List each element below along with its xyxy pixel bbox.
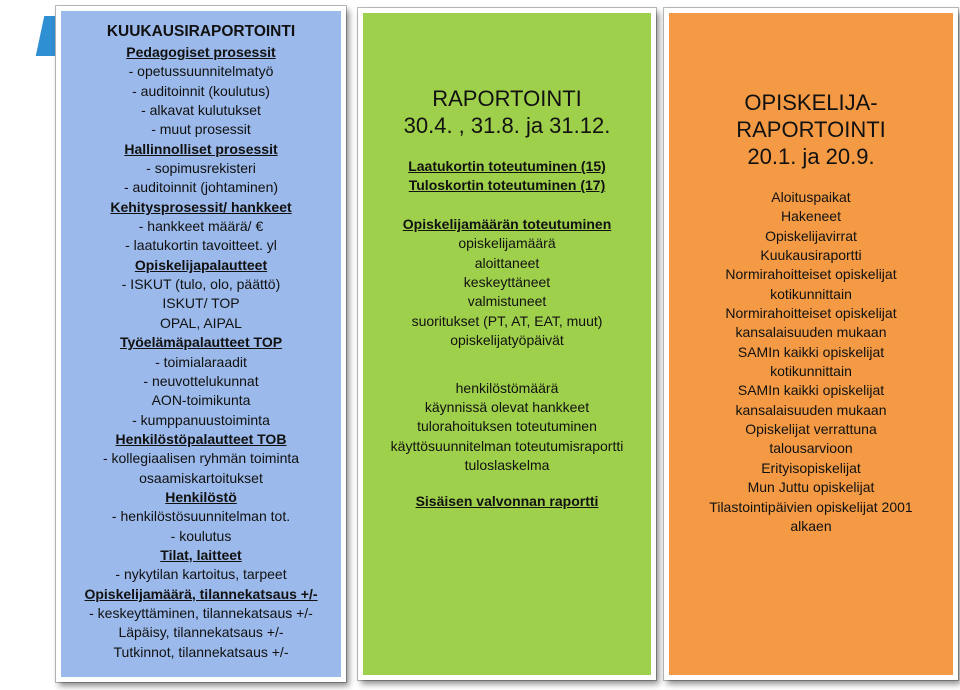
- list-item: Opiskelijat verrattuna: [745, 421, 877, 438]
- list-item: Normirahoitteiset opiskelijat: [725, 305, 897, 322]
- list-item: Aloituspaikat: [771, 189, 851, 205]
- list-item: Normirahoitteiset opiskelijat: [725, 266, 897, 283]
- finance-list: [363, 379, 651, 476]
- list-item: - henkilöstösuunnitelman tot.: [111, 508, 291, 525]
- reporting-dates: 30.4. , 31.8. ja 31.12.: [403, 113, 611, 138]
- list-item: Laatukortin toteutuminen (15): [408, 158, 606, 174]
- list-item: kotikunnittain: [770, 363, 852, 380]
- list-item: Erityisopiskelijat: [761, 459, 861, 476]
- list-item: Hakeneet: [781, 208, 841, 225]
- list-item: Tuloskortin toteutuminen (17): [408, 177, 606, 194]
- list-item: Opiskelijamäärän toteutuminen: [402, 215, 612, 232]
- list-item: - muut prosessit: [151, 121, 251, 138]
- list-item: - laatukortin tavoitteet. yl: [125, 237, 277, 254]
- list-item: Henkilöstö: [165, 488, 237, 505]
- monthly-reporting-panel: [56, 6, 346, 682]
- list-item: opiskelijatyöpäivät: [450, 332, 564, 349]
- list-item: - kumppanuustoiminta: [132, 411, 270, 428]
- list-item: valmistuneet: [467, 293, 547, 310]
- list-item: - keskeyttäminen, tilannekatsaus +/-: [89, 604, 313, 621]
- list-item: Työelämäpalautteet TOP: [119, 334, 283, 351]
- scorecard-list: [363, 157, 651, 196]
- list-item: SAMIn kaikki opiskelijat: [737, 382, 885, 399]
- list-item: Läpäisy, tilannekatsaus +/-: [118, 624, 284, 641]
- internal-control-report: Sisäisen valvonnan raportti: [415, 492, 599, 509]
- list-item: - auditoinnit (johtaminen): [123, 179, 279, 196]
- list-item: - toimialaraadit: [155, 353, 247, 370]
- list-item: kotikunnittain: [770, 285, 852, 302]
- list-item: talousarvioon: [769, 440, 853, 457]
- list-item: keskeyttäneet: [463, 274, 551, 291]
- list-item: opiskelijamäärä: [458, 235, 556, 252]
- list-item: suoritukset (PT, AT, EAT, muut): [411, 312, 603, 329]
- student-count-list: [363, 215, 651, 351]
- list-item: Tutkinnot, tilannekatsaus +/-: [113, 643, 289, 660]
- list-item: - alkavat kulutukset: [141, 102, 261, 119]
- list-item: henkilöstömäärä: [455, 379, 559, 396]
- list-item: Tilastointipäivien opiskelijat 2001: [709, 498, 913, 515]
- monthly-reporting-list: [61, 11, 341, 662]
- list-item: - ISKUT (tulo, olo, päättö): [121, 276, 281, 293]
- monthly-reporting-title: KUUKAUSIRAPORTOINTI: [106, 23, 296, 40]
- list-item: käynnissä olevat hankkeet: [424, 399, 590, 416]
- list-item: Mun Juttu opiskelijat: [747, 479, 875, 496]
- reporting-heading: RAPORTOINTI: [432, 86, 582, 111]
- list-item: Tilat, laitteet: [160, 546, 242, 563]
- list-item: - neuvottelukunnat: [143, 372, 259, 389]
- list-item: Pedagogiset prosessit: [126, 44, 276, 60]
- list-item: Opiskelijavirrat: [765, 227, 857, 244]
- student-reporting-list: [669, 188, 953, 536]
- list-item: ISKUT/ TOP: [162, 295, 240, 312]
- list-item: SAMIn kaikki opiskelijat: [737, 343, 885, 360]
- list-item: - kollegiaalisen ryhmän toiminta: [102, 450, 300, 467]
- list-item: aloittaneet: [474, 254, 540, 271]
- list-item: tuloslaskelma: [464, 457, 550, 474]
- list-item: kansalaisuuden mukaan: [735, 324, 887, 341]
- list-item: - hankkeet määrä/ €: [138, 218, 264, 235]
- student-reporting-heading-1: OPISKELIJA-: [744, 90, 878, 115]
- reporting-panel: [358, 8, 656, 680]
- list-item: - auditoinnit (koulutus): [132, 82, 270, 99]
- list-item: tulorahoituksen toteutuminen: [417, 418, 597, 435]
- list-item: - koulutus: [170, 527, 232, 544]
- list-item: OPAL, AIPAL: [160, 314, 242, 331]
- list-item: alkaen: [790, 517, 832, 534]
- list-item: käyttösuunnitelman toteutumisraportti: [390, 437, 624, 454]
- list-item: - nykytilan kartoitus, tarpeet: [115, 566, 287, 583]
- list-item: Hallinnolliset prosessit: [124, 140, 278, 157]
- student-reporting-panel: [664, 8, 958, 680]
- list-item: AON-toimikunta: [151, 392, 251, 409]
- list-item: osaamiskartoitukset: [139, 469, 263, 486]
- student-reporting-heading-2: RAPORTOINTI: [736, 117, 886, 142]
- list-item: Opiskelijamäärä, tilannekatsaus +/-: [84, 585, 318, 602]
- list-item: Kuukausiraportti: [760, 247, 862, 264]
- student-reporting-dates: 20.1. ja 20.9.: [747, 144, 875, 169]
- list-item: - sopimusrekisteri: [146, 160, 256, 177]
- list-item: - opetussuunnitelmatyö: [128, 63, 274, 80]
- list-item: Opiskelijapalautteet: [134, 256, 268, 273]
- list-item: Henkilöstöpalautteet TOB: [115, 430, 287, 447]
- list-item: Kehitysprosessit/ hankkeet: [110, 198, 292, 215]
- list-item: kansalaisuuden mukaan: [735, 401, 887, 418]
